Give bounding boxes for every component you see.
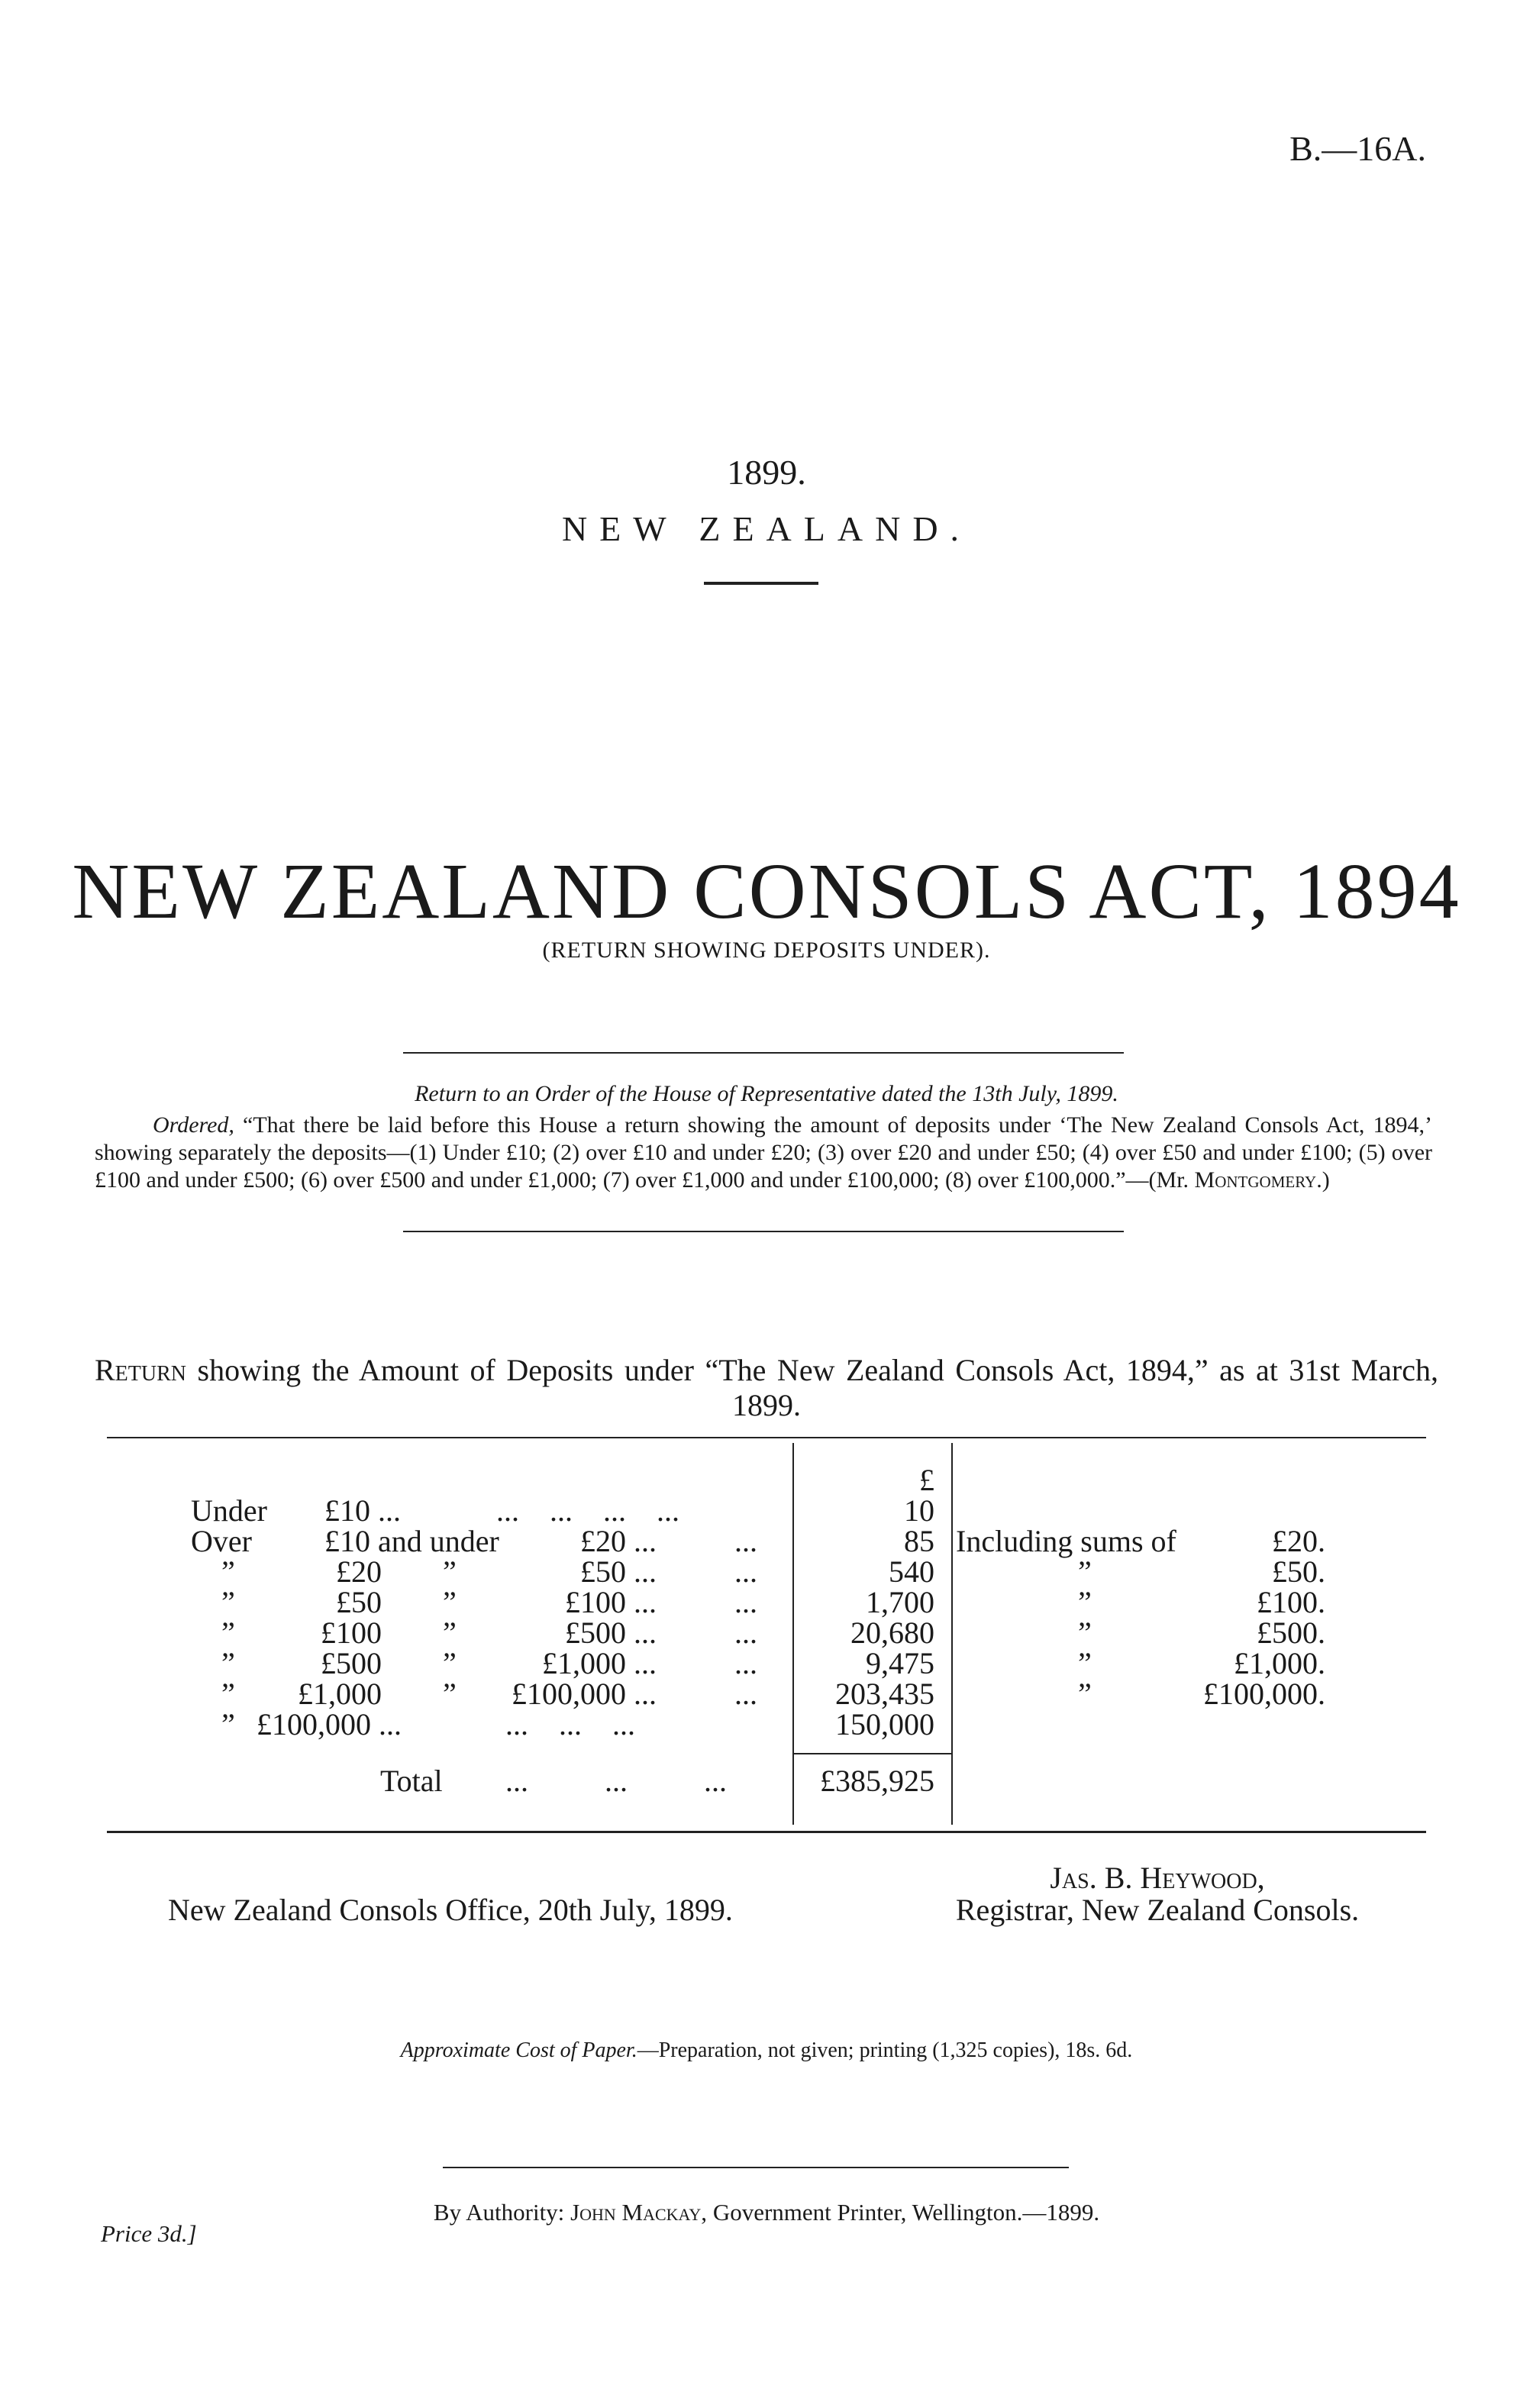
row-dots: ... (734, 1585, 757, 1619)
row-dots: ... (734, 1616, 757, 1650)
registrar-name: Jas. B. Heywood, (1050, 1861, 1265, 1895)
return-heading (95, 1353, 1438, 1423)
total-dots: ... ... ... (505, 1764, 727, 1798)
row-note-prefix: Including sums of (956, 1524, 1176, 1558)
country-heading: NEW ZEALAND. (561, 509, 972, 548)
title-divider (704, 582, 818, 585)
row-prefix: ” (221, 1616, 235, 1650)
registrar-title: Registrar, New Zealand Consols. (955, 1893, 1360, 1927)
cost-label: Approximate Cost of Paper. (400, 2038, 637, 2062)
row-amount: 10 (904, 1493, 934, 1528)
row-amount: 9,475 (866, 1646, 934, 1680)
row-from: £10 ... (324, 1493, 401, 1528)
order-top-rule (403, 1052, 1124, 1054)
row-prefix: Over (191, 1524, 252, 1558)
row-note-prefix: ” (1078, 1616, 1092, 1650)
order-text (95, 1112, 1432, 1194)
row-from: £50 (336, 1585, 382, 1619)
order-intro: Return to an Order of the House of Representative dated the 13th July, 1899. (415, 1081, 1118, 1106)
cost-text: —Preparation, not given; printing (1,325 copies), 18s. 6d. (637, 2038, 1133, 2062)
row-prefix: Under (191, 1493, 267, 1528)
row-note-prefix: ” (1078, 1677, 1092, 1711)
table-top-rule (107, 1437, 1426, 1438)
row-mid: ” (443, 1554, 457, 1589)
price-note: Price 3d.] (101, 2220, 197, 2247)
row-amount: 1,700 (866, 1585, 934, 1619)
row-prefix: ” (221, 1554, 235, 1589)
row-to: £20 ... (580, 1524, 657, 1558)
row-to: £100 ... (565, 1585, 657, 1619)
document-reference: B.—16A. (1289, 129, 1426, 168)
row-note-value: £20. (1272, 1524, 1325, 1558)
row-prefix: ” (221, 1707, 235, 1741)
row-from: £10 and under (324, 1524, 499, 1558)
amount-currency-header: £ (919, 1463, 934, 1497)
document-subtitle: (RETURN SHOWING DEPOSITS UNDER). (542, 938, 991, 963)
row-note-prefix: ” (1078, 1646, 1092, 1680)
return-heading-text: showing the Amount of Deposits under “The New Zealand Consols Act, 1894,” as at 31st March, 1899. (197, 1353, 1439, 1422)
authority-lead: By Authority: (433, 2199, 565, 2226)
printing-cost-note (0, 2038, 1533, 2063)
total-amount: £385,925 (820, 1764, 934, 1798)
order-mover: Montgomery.) (1194, 1167, 1330, 1193)
order-body: “That there be laid before this House a return showing the amount of deposits under ‘The New Zealand Consols Act, 1894,’ showing separately the deposits—(1) Under £10; (2) over £10 and under £20; (3) over £20 and under £50; (4) over £50 and under £100; (5) over £100 and under £500; (6) over £500 and under £1,000; (7) over £1,000 and under £100,000; (8) over £100,000.”—(Mr. (95, 1112, 1433, 1193)
row-prefix: ” (221, 1585, 235, 1619)
row-dots: ... (734, 1677, 757, 1711)
year-heading: 1899. (727, 453, 806, 492)
row-from: £100,000 ... (257, 1707, 402, 1741)
row-dots: ... (734, 1646, 757, 1680)
printer-imprint (0, 2199, 1533, 2226)
row-amount: 20,680 (850, 1616, 934, 1650)
ordered-word: Ordered, (153, 1112, 234, 1138)
row-mid: ” (443, 1585, 457, 1619)
row-amount: 150,000 (835, 1707, 934, 1741)
order-bottom-rule (403, 1231, 1124, 1232)
row-note-prefix: ” (1078, 1585, 1092, 1619)
amount-column-right-rule (951, 1443, 953, 1825)
row-from: £500 (321, 1646, 382, 1680)
total-label: Total (380, 1764, 443, 1798)
footer-rule (443, 2167, 1069, 2168)
office-and-date: New Zealand Consols Office, 20th July, 1899. (168, 1893, 733, 1927)
return-lead: Return (95, 1353, 187, 1387)
row-dots: ... ... ... (505, 1707, 635, 1741)
row-to: £50 ... (580, 1554, 657, 1589)
printer-name: John Mackay, (570, 2199, 708, 2226)
authority-rest: Government Printer, Wellington.—1899. (712, 2199, 1100, 2226)
row-from: £100 (321, 1616, 382, 1650)
row-note-prefix: ” (1078, 1554, 1092, 1589)
row-note-value: £100,000. (1203, 1677, 1325, 1711)
row-to: £1,000 ... (542, 1646, 657, 1680)
row-to: £500 ... (565, 1616, 657, 1650)
row-dots: ... ... ... ... (496, 1493, 679, 1528)
row-mid: ” (443, 1646, 457, 1680)
row-prefix: ” (221, 1677, 235, 1711)
row-amount: 203,435 (835, 1677, 934, 1711)
table-bottom-rule (107, 1831, 1426, 1833)
row-note-value: £100. (1257, 1585, 1325, 1619)
row-mid: ” (443, 1616, 457, 1650)
row-dots: ... (734, 1554, 757, 1589)
document-title: NEW ZEALAND CONSOLS ACT, 1894 (72, 847, 1461, 935)
row-mid: ” (443, 1677, 457, 1711)
row-to: £100,000 ... (512, 1677, 657, 1711)
row-note-value: £1,000. (1234, 1646, 1325, 1680)
row-from: £20 (336, 1554, 382, 1589)
row-note-value: £500. (1257, 1616, 1325, 1650)
row-note-value: £50. (1272, 1554, 1325, 1589)
row-prefix: ” (221, 1646, 235, 1680)
row-dots: ... (734, 1524, 757, 1558)
row-amount: 540 (889, 1554, 934, 1589)
total-rule (794, 1753, 951, 1754)
row-from: £1,000 (298, 1677, 382, 1711)
row-amount: 85 (904, 1524, 934, 1558)
